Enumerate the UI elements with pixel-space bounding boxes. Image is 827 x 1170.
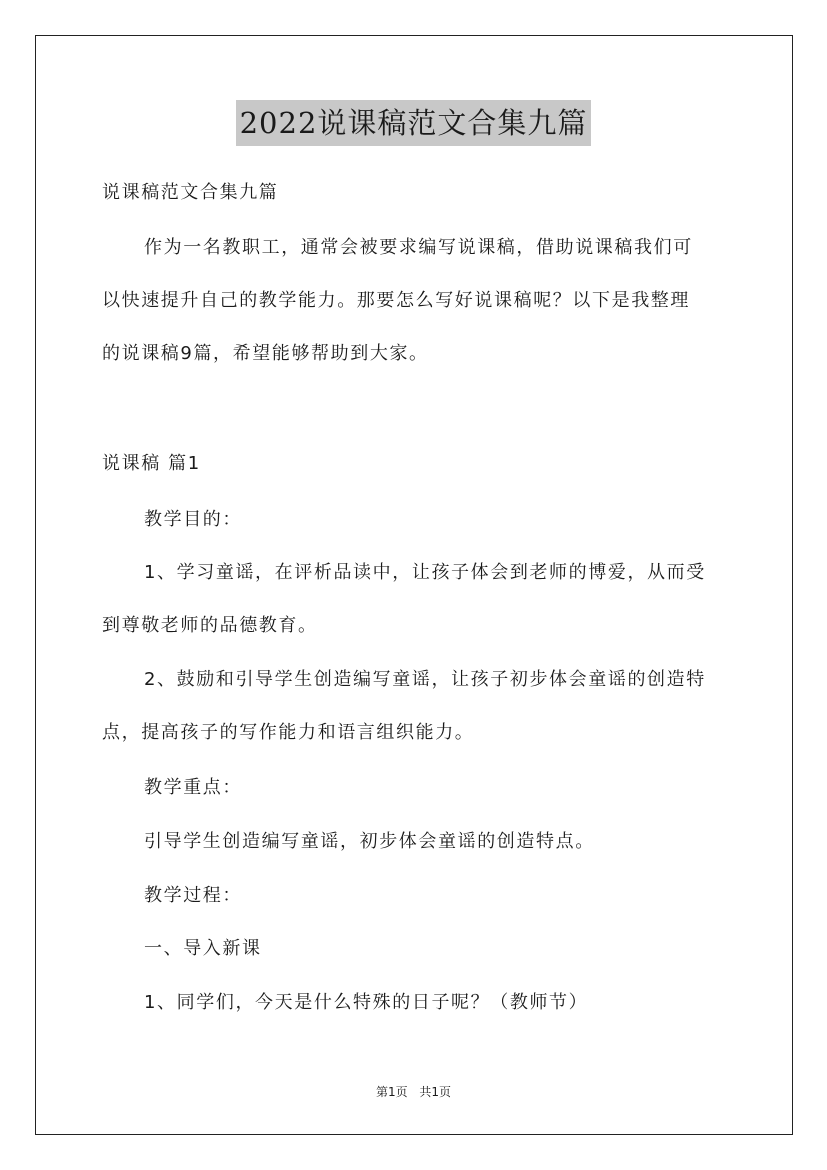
process-label: 教学过程： [144,885,242,906]
intro-line-1: 作为一名教职工，通常会被要求编写说课稿，借助说课稿我们可 [144,237,693,258]
document-subtitle: 说课稿范文合集九篇 [102,182,279,203]
intro-line-3: 的说课稿9篇，希望能够帮助到大家。 [102,343,429,364]
goal1-line-2: 到尊敬老师的品德教育。 [102,615,318,636]
step1-question: 1、同学们，今天是什么特殊的日子呢？（教师节） [144,992,589,1013]
page-footer [0,1083,827,1101]
intro-line-2: 以快速提升自己的教学能力。那要怎么写好说课稿呢？以下是我整理 [102,290,690,311]
goal1-line-1: 1、学习童谣，在评析品读中，让孩子体会到老师的博爱，从而受 [144,562,706,583]
step1-label: 一、导入新课 [144,938,262,959]
title-container [0,100,827,146]
goal2-line-2: 点，提高孩子的写作能力和语言组织能力。 [102,722,475,743]
page-current: 第1页 [375,1085,408,1099]
goal2-line-1: 2、鼓励和引导学生创造编写童谣，让孩子初步体会童谣的创造特 [144,669,706,690]
section-heading: 说课稿 篇1 [102,453,201,474]
page-total: 共1页 [419,1085,452,1099]
document-title: 2022说课稿范文合集九篇 [236,100,592,146]
goal-label: 教学目的： [144,509,242,530]
focus-label: 教学重点： [144,777,242,798]
focus-text: 引导学生创造编写童谣，初步体会童谣的创造特点。 [144,831,595,852]
